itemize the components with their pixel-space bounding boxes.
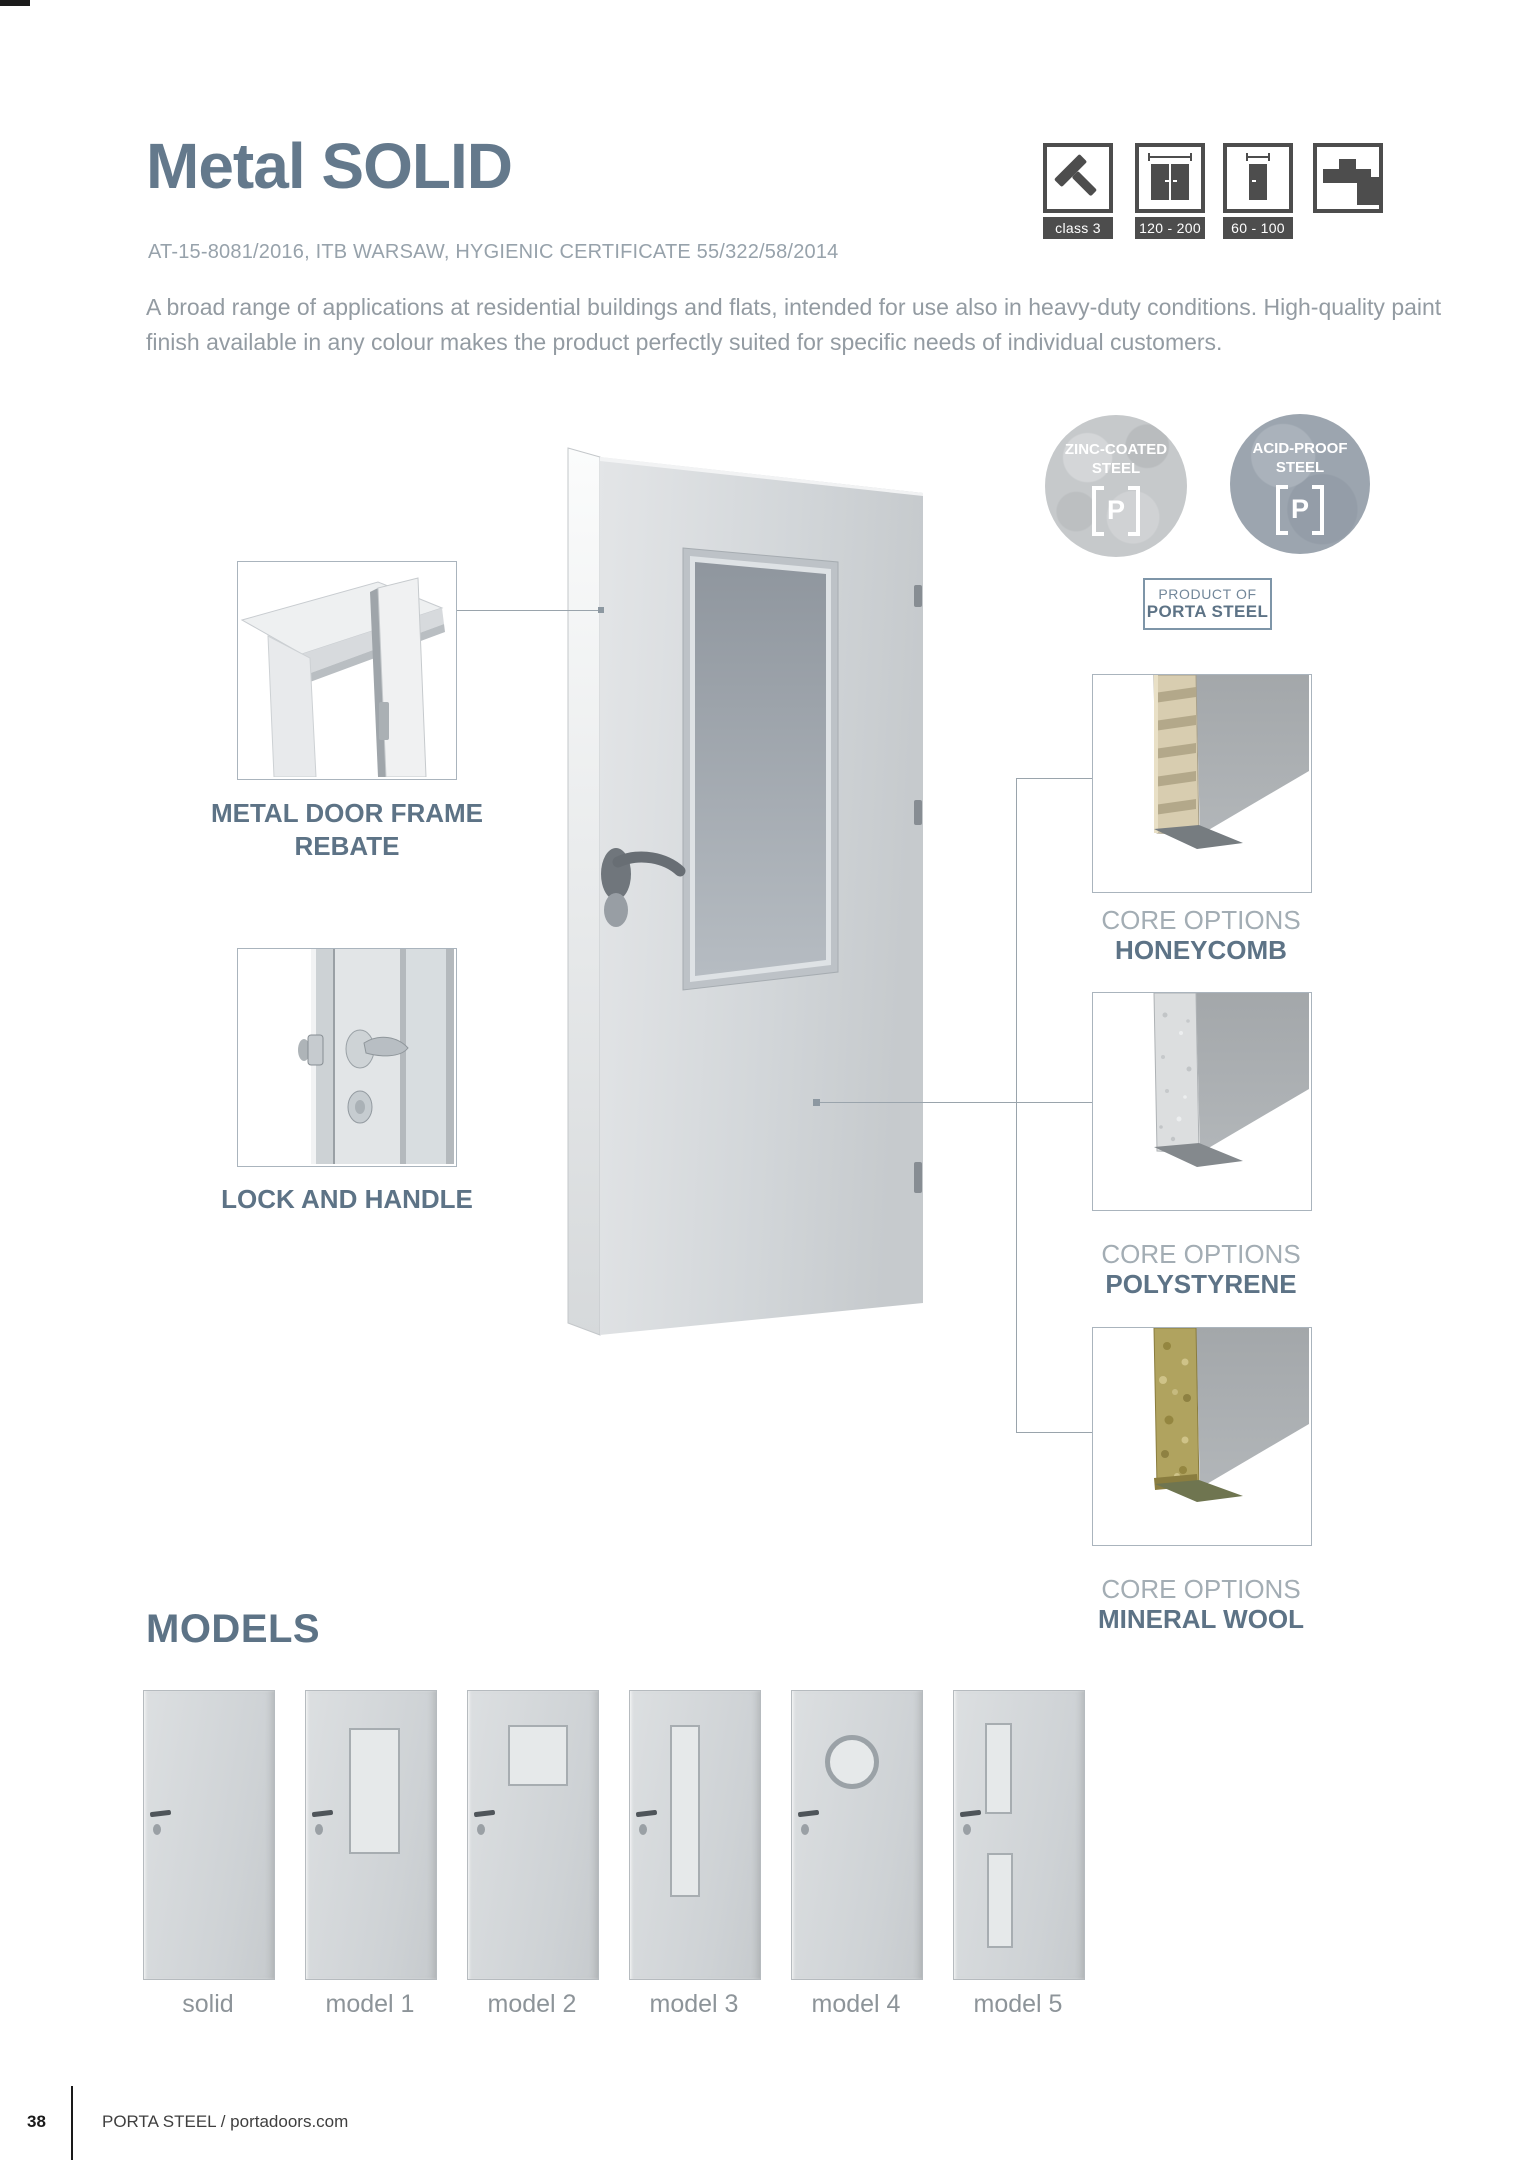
model-door-1 [305,1690,437,1980]
model-door-handle [474,1810,495,1818]
certificate-line: AT-15-8081/2016, ITB WARSAW, HYGIENIC CERTIFICATE 55/322/58/2014 [148,241,839,263]
models-heading: MODELS [146,1607,321,1651]
lock-handle-thumbnail [237,948,457,1167]
model-door-glazing [349,1728,400,1854]
footer-divider [71,2086,73,2160]
core-polystyrene-thumbnail [1092,992,1312,1211]
model-door-knob [801,1824,809,1835]
keyhole-escutcheon [604,893,628,927]
core-polystyrene-eyebrow: CORE OPTIONS [1101,1239,1301,1269]
model-door-glazing-lower [987,1853,1013,1948]
core-polystyrene-name: POLYSTYRENE [1105,1269,1297,1299]
model-door-glazing [670,1725,700,1897]
single-door-width-label: 60 - 100 [1223,217,1293,239]
impact-class-label: class 3 [1043,217,1113,239]
model-label-3: model 3 [649,1990,739,2018]
double-door-width-icon [1135,143,1205,213]
core-mineral-wool-name: MINERAL WOOL [1097,1604,1305,1634]
door-edge [568,448,600,1335]
model-label-1: model 1 [325,1990,415,2018]
hammer-icon [1034,134,1122,222]
model-door-handle [798,1810,819,1818]
model-door-knob [315,1824,323,1835]
core-mineral-wool-thumbnail [1092,1327,1312,1546]
page-title: Metal SOLID [146,130,512,202]
product-of-box [1143,578,1272,630]
core-honeycomb-sketch [1093,675,1309,890]
model-door-knob [639,1824,647,1835]
frame-rebate-sketch [238,562,454,777]
core-connector-door [817,1102,1092,1103]
model-door-3 [629,1690,761,1980]
model-door-knob [963,1824,971,1835]
impact-class-icon [1043,143,1113,213]
core-mineral-wool-sketch [1093,1328,1309,1543]
model-label-2: model 2 [487,1990,577,2018]
core-honeycomb-thumbnail [1092,674,1312,893]
product-of-line2: PORTA STEEL [1146,602,1269,621]
model-door-handle [960,1810,981,1818]
acid-proof-badge [1230,414,1370,554]
lock-handle-sketch [238,949,454,1164]
core-connector-vertical [1016,778,1017,1433]
core-honeycomb-name: HONEYCOMB [1115,935,1287,965]
model-door-knob [477,1824,485,1835]
model-door-glazing [508,1725,568,1786]
monogram-letter: P [1290,494,1309,524]
model-door-5 [953,1690,1085,1980]
model-label-4: model 4 [811,1990,901,2018]
frame-rebate-thumbnail [237,561,457,780]
window-glass [695,562,826,976]
hinge-top [914,585,922,607]
model-door-4 [791,1690,923,1980]
zinc-badge-line2: STEEL [1091,459,1141,477]
frame-rebate-connector [457,610,601,611]
page-number: 38 [27,2112,46,2131]
model-door-handle [312,1810,333,1818]
zinc-badge-line1: ZINC-COATED [1064,441,1168,458]
frame-rebate-caption-line1: METAL DOOR FRAME [210,798,484,828]
acid-badge-line2: STEEL [1275,458,1325,476]
zinc-coated-badge [1045,415,1187,557]
description-text: A broad range of applications at residential buildings and flats, intended for use also in heavy-duty conditions. High-quality paint finish available in any colour makes the product perfectly suited for specific needs of individual customers. [146,294,1442,355]
double-door-width-label: 120 - 200 [1135,217,1205,239]
footer-brand: PORTA STEEL / portadoors.com [102,2112,349,2131]
core-mineral-wool-eyebrow: CORE OPTIONS [1101,1574,1301,1604]
model-label-solid: solid [182,1990,234,2018]
door-closer-icon [1313,143,1383,213]
hinge-middle [914,800,922,825]
acid-badge-line1: ACID-PROOF [1252,440,1348,457]
model-door-handle [636,1810,657,1818]
monogram-letter: P [1106,495,1125,525]
lock-handle-caption: LOCK AND HANDLE [221,1184,473,1214]
model-door-solid [143,1690,275,1980]
model-label-5: model 5 [973,1990,1063,2018]
page-edge-artifact [0,0,30,6]
core-connector-mineral [1016,1432,1092,1433]
frame-rebate-connector-dot [598,607,604,613]
model-door-2 [467,1690,599,1980]
frame-rebate-caption [197,797,497,864]
model-door-glazing-upper [985,1723,1012,1814]
model-door-knob [153,1824,161,1835]
single-door-width-icon [1223,143,1293,213]
hinge-bottom [914,1162,922,1193]
frame-rebate-caption-line2: REBATE [294,831,400,862]
porta-monogram-icon [1276,485,1324,535]
core-connector-dot [813,1099,820,1106]
main-door-image [540,430,1010,1350]
core-honeycomb-eyebrow: CORE OPTIONS [1101,905,1301,935]
core-polystyrene-sketch [1093,993,1309,1208]
model-door-handle [150,1810,171,1818]
porta-monogram-icon [1092,486,1140,536]
model-door-porthole [825,1735,879,1789]
core-connector-honeycomb [1016,778,1092,779]
product-of-line1: PRODUCT OF [1158,586,1257,602]
